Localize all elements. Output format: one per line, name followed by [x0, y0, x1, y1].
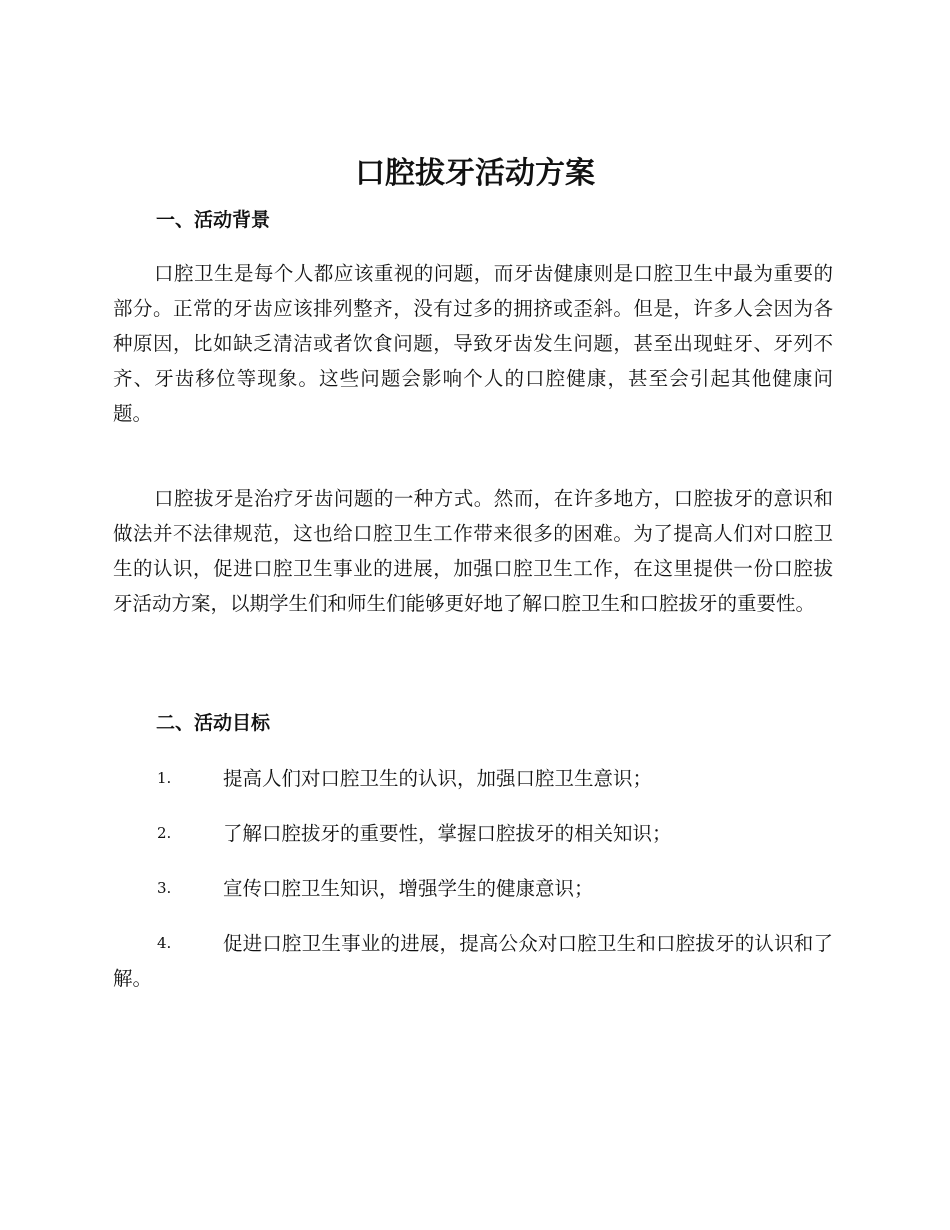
goal-list-item	[113, 926, 833, 996]
section-heading-background: 一、活动背景	[156, 209, 271, 231]
list-item-text: 提高人们对口腔卫生的认识，加强口腔卫生意识；	[223, 767, 653, 790]
goal-list-item	[113, 761, 833, 796]
list-number: 4.	[157, 934, 172, 952]
list-item-text: 宣传口腔卫生知识，增强学生的健康意识；	[223, 877, 594, 900]
paragraph-background-2: 口腔拔牙是治疗牙齿问题的一种方式。然而，在许多地方，口腔拔牙的意识和做法并不法律规范，这也给口腔卫生工作带来很多的困难。为了提高人们对口腔卫生的认识，促进口腔卫生事业的进展，加强口腔卫生工作，在这里提供一份口腔拔牙活动方案，以期学生们和师生们能够更好地了解口腔卫生和口腔拔牙的重要性。	[113, 487, 833, 615]
list-number: 3.	[157, 879, 172, 897]
document-title: 口腔拔牙活动方案	[355, 156, 595, 191]
list-item-text: 促进口腔卫生事业的进展，提高公众对口腔卫生和口腔拔牙的认识和了解。	[113, 932, 833, 990]
section-heading-goals: 二、活动目标	[156, 712, 271, 734]
goal-list-item	[113, 871, 833, 906]
goal-list-item	[113, 816, 833, 851]
list-item-text: 了解口腔拔牙的重要性，掌握口腔拔牙的相关知识；	[223, 822, 672, 845]
paragraph-background-1: 口腔卫生是每个人都应该重视的问题，而牙齿健康则是口腔卫生中最为重要的部分。正常的牙齿应该排列整齐，没有过多的拥挤或歪斜。但是，许多人会因为各种原因，比如缺乏清洁或者饮食问题，导致牙齿发生问题，甚至出现蛀牙、牙列不齐、牙齿移位等现象。这些问题会影响个人的口腔健康，甚至会引起其他健康问题。	[113, 262, 833, 425]
list-number: 1.	[157, 769, 172, 787]
list-number: 2.	[157, 824, 172, 842]
